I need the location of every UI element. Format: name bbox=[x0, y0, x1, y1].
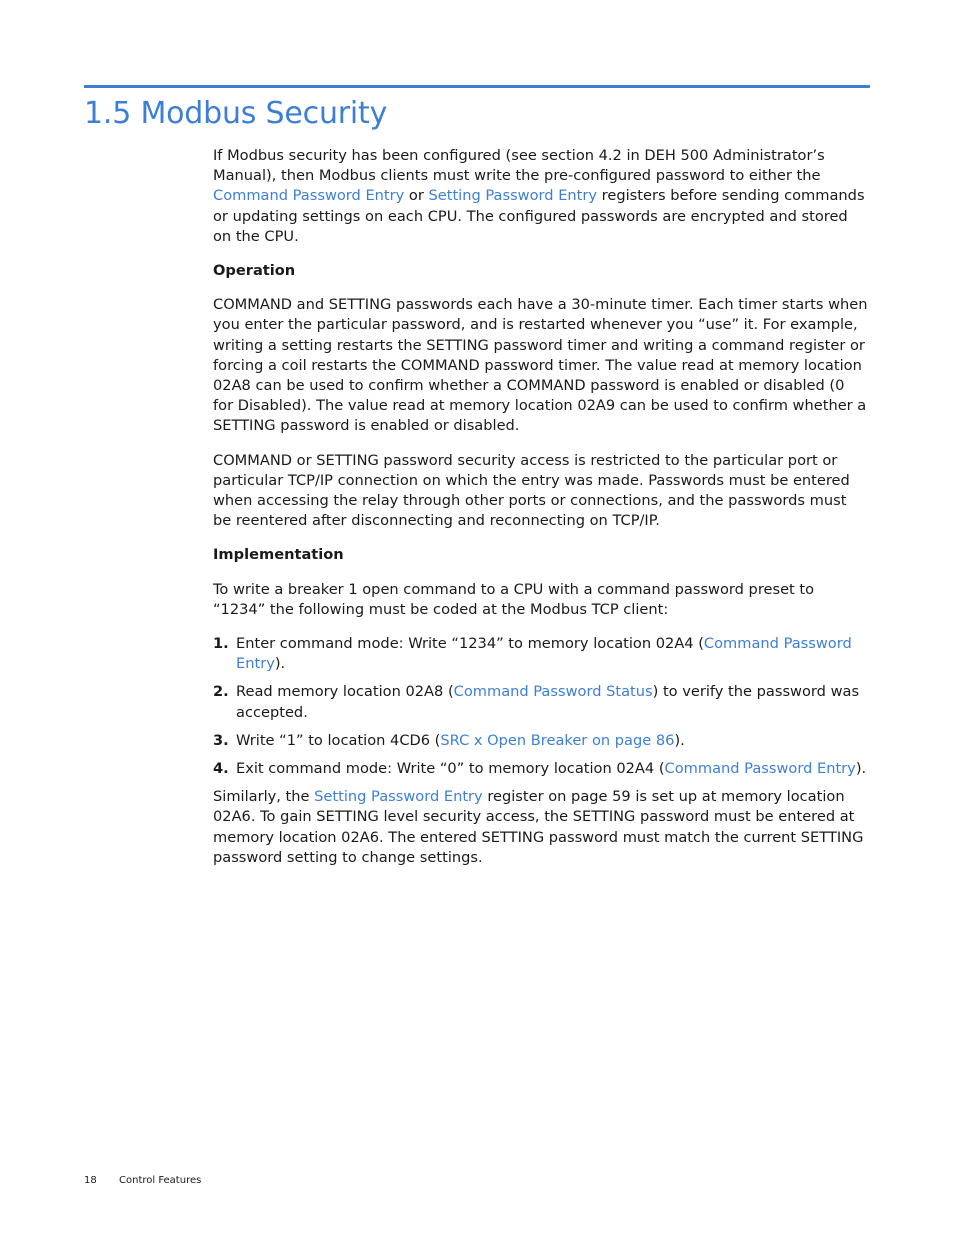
setting-password-entry-link[interactable]: Setting Password Entry bbox=[314, 788, 483, 806]
footer-section-label: Control Features bbox=[119, 1175, 202, 1186]
step-item bbox=[213, 731, 869, 751]
intro-text-2: or bbox=[404, 187, 429, 205]
closing-text-2: register on page 59 is set up at memory location 02A6. To gain SETTING level security access, the SETTING password must be entered at memory location 02A6. The entered SETTING password must match the current SETTING password setting to change settings. bbox=[213, 788, 864, 866]
command-password-entry-link[interactable]: Command Password Entry bbox=[213, 187, 405, 205]
step-item bbox=[213, 682, 869, 722]
step-text-end: ). bbox=[674, 731, 685, 749]
step-item bbox=[213, 759, 869, 779]
operation-heading: Operation bbox=[213, 262, 296, 280]
step-number: 1. bbox=[213, 635, 229, 653]
command-password-entry-link[interactable]: Command Password Entry bbox=[664, 760, 856, 778]
intro-paragraph bbox=[213, 146, 869, 247]
command-password-status-link[interactable]: Command Password Status bbox=[453, 683, 653, 701]
step-text: Enter command mode: Write “1234” to memory location 02A4 ( bbox=[236, 635, 704, 653]
operation-paragraph-2: COMMAND or SETTING password security access is restricted to the particular port or particular TCP/IP connection on which the entry was made. Passwords must be entered when accessing the relay through other ports or connections, and the passwords must be reentered after disconnecting and reconnecting on TCP/IP. bbox=[213, 451, 850, 530]
step-number: 2. bbox=[213, 683, 229, 701]
step-text: Exit command mode: Write “0” to memory location 02A4 ( bbox=[236, 760, 665, 778]
step-text-end: ). bbox=[274, 655, 286, 673]
implementation-paragraph: To write a breaker 1 open command to a CPU with a command password preset to “1234” the following must be coded at the Modbus TCP client: bbox=[213, 580, 815, 618]
page-footer bbox=[84, 1175, 202, 1186]
closing-paragraph bbox=[213, 787, 869, 868]
operation-paragraph-1: COMMAND and SETTING passwords each have a 30-minute timer. Each timer starts when you enter the particular password, and is restarted whenever you “use” it. For example, writing a setting restarts the SETTING password timer and writing a command register or forcing a coil restarts the COMMAND password timer. The value read at memory location 02A8 can be used to confirm whether a COMMAND password is enabled or disabled (0 for Disabled). The value read at memory location 02A9 can be used to confirm whether a SETTING password is enabled or disabled. bbox=[213, 296, 868, 435]
src-open-breaker-link[interactable]: SRC x Open Breaker on page 86 bbox=[440, 731, 675, 749]
section-title: 1.5 Modbus Security bbox=[84, 96, 388, 131]
setting-password-entry-link[interactable]: Setting Password Entry bbox=[428, 187, 598, 205]
implementation-heading: Implementation bbox=[213, 546, 344, 564]
intro-text-3: registers before sending commands or updating settings on each CPU. The configured passwords are encrypted and stored on the CPU. bbox=[213, 187, 865, 245]
section-body bbox=[213, 146, 869, 882]
step-item bbox=[213, 634, 869, 674]
step-number: 3. bbox=[213, 731, 229, 749]
step-text-end: ) to verify the password was accepted. bbox=[236, 683, 860, 721]
closing-text-1: Similarly, the bbox=[213, 788, 315, 806]
implementation-steps bbox=[213, 634, 869, 779]
step-text-end: ). bbox=[855, 760, 867, 778]
header-rule bbox=[84, 85, 870, 88]
page-number: 18 bbox=[84, 1175, 97, 1186]
intro-text-1: If Modbus security has been configured (see section 4.2 in DEH 500 Administrator’s Manual), then Modbus clients must write the pre-configured password to either the bbox=[213, 147, 825, 185]
step-text: Write “1” to location 4CD6 ( bbox=[236, 731, 441, 749]
command-password-entry-link[interactable]: Command Password Entry bbox=[236, 635, 852, 673]
step-text: Read memory location 02A8 ( bbox=[236, 683, 454, 701]
step-number: 4. bbox=[213, 760, 229, 778]
